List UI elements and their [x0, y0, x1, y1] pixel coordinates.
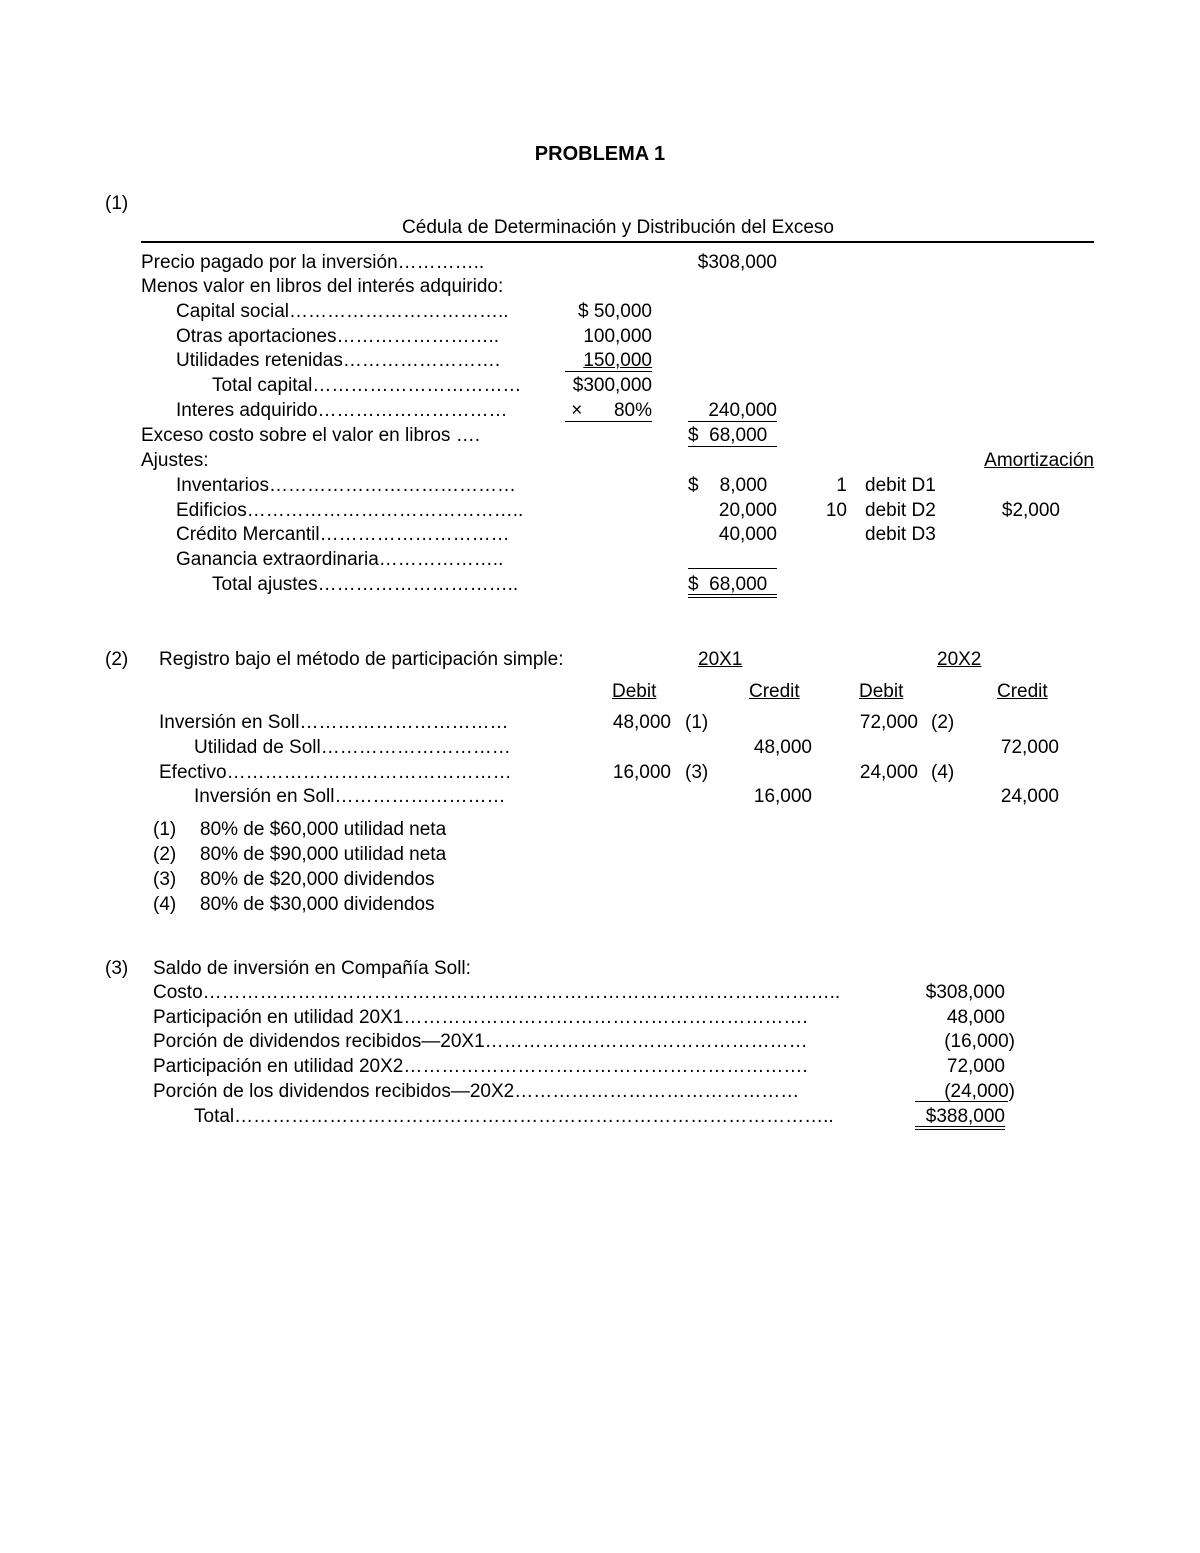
- journal-row-3-ref-20x1: (3): [685, 762, 709, 783]
- interes-label: Interes adquirido…………………………: [176, 400, 508, 421]
- otras-label: Otras aportaciones……………………..: [176, 326, 500, 347]
- edificios-years: 10: [825, 500, 847, 521]
- note-text: 80% de $30,000 dividendos: [200, 894, 435, 915]
- part2-number: (2): [105, 649, 129, 670]
- dividendos-20x2-value: (24,000): [944, 1081, 1015, 1102]
- amortizacion-header: Amortización: [984, 450, 1094, 471]
- debit-header-1: Debit: [612, 681, 657, 702]
- journal-row-3-ref-20x2: (4): [931, 762, 955, 783]
- debit-header-2: Debit: [859, 681, 904, 702]
- part1-number: (1): [105, 193, 129, 214]
- costo-value: $308,000: [925, 982, 1005, 1003]
- participacion-20x1-value: 48,000: [946, 1007, 1005, 1028]
- total-value: $388,000: [925, 1106, 1005, 1127]
- less-label: Menos valor en libros del interés adquirido:: [141, 276, 504, 297]
- note-text: 80% de $90,000 utilidad neta: [200, 844, 447, 865]
- journal-row-1-label: Inversión en Soll……………………………: [159, 712, 509, 733]
- utilidades-value: 150,000: [583, 350, 652, 371]
- journal-row-2-credit-20x2: 72,000: [1000, 737, 1059, 758]
- journal-row-3-label: Efectivo………………………………………: [159, 762, 512, 783]
- costo-label: Costo………………………………………………………………………………………..: [153, 982, 841, 1003]
- edificios-label: Edificios……………………………………..: [176, 500, 524, 521]
- total-ajustes-underline-2: [688, 597, 777, 598]
- total-ajustes-underline-1: [688, 594, 777, 595]
- credito-label: Crédito Mercantil…………………………: [176, 524, 510, 545]
- part3-heading: Saldo de inversión en Compañía Soll:: [153, 958, 471, 979]
- journal-row-3-debit-20x2: 24,000: [859, 762, 918, 783]
- participacion-20x1-label: Participación en utilidad 20X1……………………………………………………….: [153, 1007, 808, 1028]
- year1-header: 20X1: [698, 649, 743, 670]
- credit-header-2: Credit: [997, 681, 1048, 702]
- dividendos-20x1-value: (16,000): [944, 1031, 1015, 1052]
- ganancia-label: Ganancia extraordinaria………………..: [176, 549, 504, 570]
- journal-row-4-label: Inversión en Soll………………………: [194, 786, 506, 807]
- dividendos-20x2-label: Porción de los dividendos recibidos—20X2………………………………………: [153, 1081, 800, 1102]
- total-capital-label: Total capital……………………………: [212, 375, 522, 396]
- part1-heading: Cédula de Determinación y Distribución del Exceso: [402, 217, 834, 238]
- inventarios-value: $ 8,000: [688, 475, 768, 496]
- note-text: 80% de $60,000 utilidad neta: [200, 819, 447, 840]
- journal-row-3-debit-20x1: 16,000: [612, 762, 671, 783]
- ganancia-underline: [688, 568, 777, 569]
- journal-row-2-credit-20x1: 48,000: [753, 737, 812, 758]
- journal-row-1-ref-20x2: (2): [931, 712, 955, 733]
- year2-header: 20X2: [937, 649, 982, 670]
- capital-social-value: $ 50,000: [578, 301, 652, 322]
- note-number: (1): [153, 819, 177, 840]
- ajustes-label: Ajustes:: [141, 450, 209, 471]
- journal-row-4-credit-20x1: 16,000: [753, 786, 812, 807]
- journal-row-2-label: Utilidad de Soll…………………………: [194, 737, 511, 758]
- page-title: PROBLEMA 1: [534, 143, 666, 165]
- edificios-value: 20,000: [718, 500, 777, 521]
- exceso-value: $ 68,000: [688, 425, 768, 446]
- journal-row-1-ref-20x1: (1): [685, 712, 709, 733]
- participacion-20x2-label: Participación en utilidad 20X2……………………………………………………….: [153, 1056, 808, 1077]
- note-number: (4): [153, 894, 177, 915]
- part2-heading: Registro bajo el método de participación simple:: [159, 649, 564, 670]
- edificios-ref: debit D2: [865, 500, 936, 521]
- total-ajustes-value: $ 68,000: [688, 574, 768, 595]
- journal-row-1-debit-20x2: 72,000: [859, 712, 918, 733]
- exceso-label: Exceso costo sobre el valor en libros ….: [141, 425, 480, 446]
- interes-value-underline: [688, 421, 777, 422]
- total-capital-value: $300,000: [572, 375, 652, 396]
- credit-header-1: Credit: [749, 681, 800, 702]
- part3-number: (3): [105, 958, 129, 979]
- credito-value: 40,000: [718, 524, 777, 545]
- participacion-20x2-value: 72,000: [946, 1056, 1005, 1077]
- total-underline-2: [915, 1129, 1005, 1130]
- capital-social-label: Capital social……………………………..: [176, 301, 509, 322]
- total-underline-1: [915, 1126, 1005, 1127]
- interes-pct-underline: [565, 421, 652, 422]
- exceso-underline: [688, 446, 777, 447]
- journal-row-1-debit-20x1: 48,000: [612, 712, 671, 733]
- total-ajustes-label: Total ajustes…………………………..: [212, 574, 519, 595]
- dividendos-20x1-label: Porción de dividendos recibidos—20X1……………………………………………: [153, 1031, 808, 1052]
- note-number: (2): [153, 844, 177, 865]
- inventarios-ref: debit D1: [865, 475, 936, 496]
- note-number: (3): [153, 869, 177, 890]
- utilidades-underline: [565, 371, 652, 372]
- utilidades-label: Utilidades retenidas…………………….: [176, 350, 501, 371]
- interes-value: 240,000: [708, 400, 777, 421]
- interes-pct: × 80%: [571, 400, 652, 421]
- price-label: Precio pagado por la inversión…………..: [141, 252, 485, 273]
- journal-row-4-credit-20x2: 24,000: [1000, 786, 1059, 807]
- edificios-amort: $2,000: [1001, 500, 1060, 521]
- inventarios-label: Inventarios…………………………………: [176, 475, 516, 496]
- total-label: Total…………………………………………………………………………………..: [194, 1106, 834, 1127]
- otras-value: 100,000: [583, 326, 652, 347]
- dividendos-20x2-underline: [915, 1101, 1008, 1102]
- credito-ref: debit D3: [865, 524, 936, 545]
- note-text: 80% de $20,000 dividendos: [200, 869, 435, 890]
- heading-rule: [141, 241, 1094, 243]
- inventarios-years: 1: [836, 475, 847, 496]
- price-value: $308,000: [697, 252, 777, 273]
